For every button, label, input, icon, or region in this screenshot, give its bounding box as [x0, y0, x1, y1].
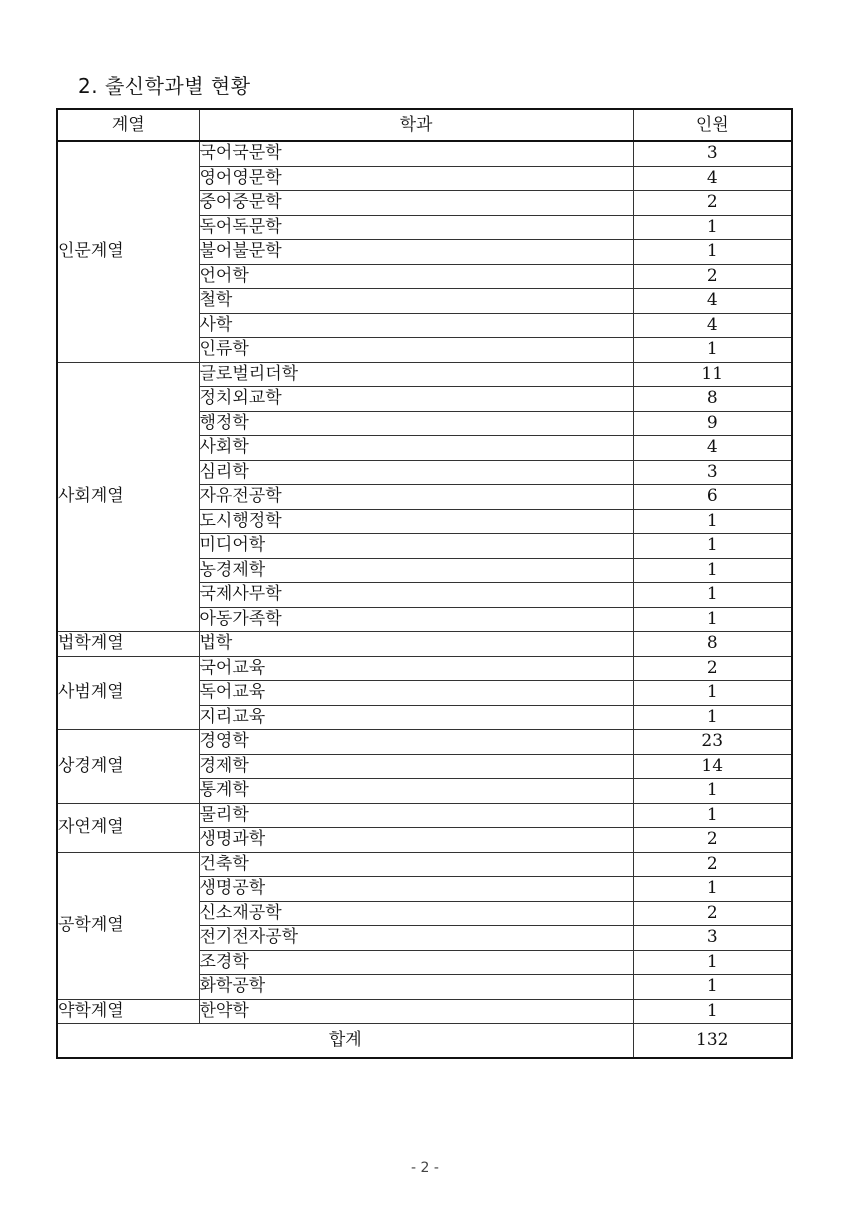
- count-cell: 4: [633, 166, 792, 191]
- department-cell: 물리학: [199, 803, 633, 828]
- count-cell: 2: [633, 191, 792, 216]
- department-cell: 한약학: [199, 999, 633, 1024]
- category-cell: 사회계열: [57, 362, 199, 632]
- count-cell: 1: [633, 215, 792, 240]
- category-cell: 인문계열: [57, 141, 199, 362]
- department-cell: 심리학: [199, 460, 633, 485]
- header-department: 학과: [199, 109, 633, 141]
- count-cell: 1: [633, 338, 792, 363]
- count-cell: 3: [633, 926, 792, 951]
- count-cell: 8: [633, 632, 792, 657]
- department-cell: 행정학: [199, 411, 633, 436]
- count-cell: 11: [633, 362, 792, 387]
- department-cell: 정치외교학: [199, 387, 633, 412]
- department-cell: 불어불문학: [199, 240, 633, 265]
- count-cell: 23: [633, 730, 792, 755]
- table-row: [57, 632, 792, 657]
- count-cell: 2: [633, 656, 792, 681]
- table-row: [57, 999, 792, 1024]
- count-cell: 1: [633, 803, 792, 828]
- department-cell: 화학공학: [199, 975, 633, 1000]
- count-cell: 1: [633, 681, 792, 706]
- category-cell: 사범계열: [57, 656, 199, 730]
- department-cell: 언어학: [199, 264, 633, 289]
- count-cell: 4: [633, 436, 792, 461]
- count-cell: 2: [633, 828, 792, 853]
- department-cell: 지리교육: [199, 705, 633, 730]
- department-cell: 경제학: [199, 754, 633, 779]
- total-label: 합계: [57, 1024, 633, 1059]
- count-cell: 2: [633, 901, 792, 926]
- department-cell: 생명과학: [199, 828, 633, 853]
- category-cell: 약학계열: [57, 999, 199, 1024]
- department-cell: 법학: [199, 632, 633, 657]
- department-cell: 건축학: [199, 852, 633, 877]
- count-cell: 3: [633, 141, 792, 166]
- department-cell: 인류학: [199, 338, 633, 363]
- category-cell: 법학계열: [57, 632, 199, 657]
- count-cell: 1: [633, 558, 792, 583]
- table-header-row: [57, 109, 792, 141]
- category-cell: 자연계열: [57, 803, 199, 852]
- department-cell: 글로벌리더학: [199, 362, 633, 387]
- category-cell: 상경계열: [57, 730, 199, 804]
- document-title: 2. 출신학과별 현황: [78, 74, 251, 98]
- count-cell: 2: [633, 852, 792, 877]
- count-cell: 8: [633, 387, 792, 412]
- count-cell: 1: [633, 975, 792, 1000]
- total-count: 132: [633, 1024, 792, 1059]
- count-cell: 14: [633, 754, 792, 779]
- department-cell: 국어교육: [199, 656, 633, 681]
- total-row: [57, 1024, 792, 1059]
- department-cell: 자유전공학: [199, 485, 633, 510]
- count-cell: 2: [633, 264, 792, 289]
- table-row: [57, 656, 792, 681]
- department-cell: 사학: [199, 313, 633, 338]
- count-cell: 1: [633, 509, 792, 534]
- department-cell: 미디어학: [199, 534, 633, 559]
- table-row: [57, 803, 792, 828]
- count-cell: 1: [633, 583, 792, 608]
- count-cell: 1: [633, 534, 792, 559]
- department-cell: 조경학: [199, 950, 633, 975]
- count-cell: 1: [633, 779, 792, 804]
- count-cell: 1: [633, 877, 792, 902]
- table-row: [57, 730, 792, 755]
- count-cell: 6: [633, 485, 792, 510]
- count-cell: 1: [633, 950, 792, 975]
- department-cell: 전기전자공학: [199, 926, 633, 951]
- page-number: - 2 -: [411, 1160, 439, 1176]
- count-cell: 1: [633, 607, 792, 632]
- department-cell: 아동가족학: [199, 607, 633, 632]
- header-count: 인원: [633, 109, 792, 141]
- department-cell: 중어중문학: [199, 191, 633, 216]
- count-cell: 1: [633, 705, 792, 730]
- department-cell: 생명공학: [199, 877, 633, 902]
- department-cell: 도시행정학: [199, 509, 633, 534]
- department-cell: 영어영문학: [199, 166, 633, 191]
- category-cell: 공학계열: [57, 852, 199, 999]
- department-cell: 독어독문학: [199, 215, 633, 240]
- department-cell: 경영학: [199, 730, 633, 755]
- count-cell: 1: [633, 240, 792, 265]
- table-row: [57, 852, 792, 877]
- count-cell: 9: [633, 411, 792, 436]
- department-cell: 사회학: [199, 436, 633, 461]
- count-cell: 4: [633, 313, 792, 338]
- table-row: [57, 362, 792, 387]
- department-cell: 국제사무학: [199, 583, 633, 608]
- table-row: [57, 141, 792, 166]
- department-stats-table: [56, 108, 793, 1059]
- count-cell: 1: [633, 999, 792, 1024]
- department-cell: 농경제학: [199, 558, 633, 583]
- department-cell: 신소재공학: [199, 901, 633, 926]
- department-cell: 독어교육: [199, 681, 633, 706]
- count-cell: 4: [633, 289, 792, 314]
- count-cell: 3: [633, 460, 792, 485]
- department-cell: 통계학: [199, 779, 633, 804]
- header-category: 계열: [57, 109, 199, 141]
- table-body: [57, 141, 792, 1058]
- department-cell: 국어국문학: [199, 141, 633, 166]
- department-cell: 철학: [199, 289, 633, 314]
